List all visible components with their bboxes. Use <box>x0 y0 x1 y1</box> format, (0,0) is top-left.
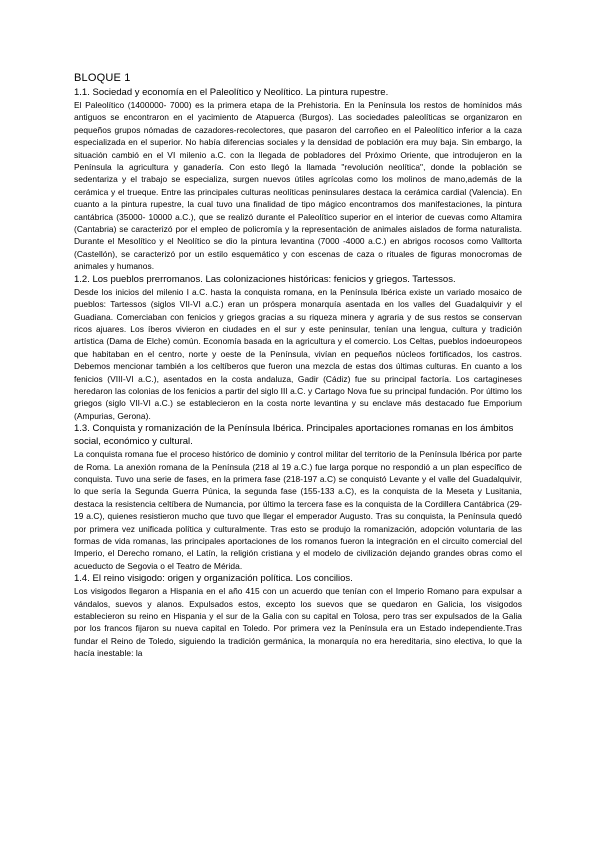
section-paragraph: La conquista romana fue el proceso histórico de dominio y control militar del territorio de la Península Ibérica por parte de Roma. La anexión romana de la Península (218 al 19 a.C.) fue larga porque no respondió a un plan específico de conquista. Tuvo una serie de fases, en la primera fase (218-197 a.C) se conquistó Levante y el valle del Guadalquivir, lo que sería la Segunda Guerra Púnica, la segunda fase (155-133 a.C), es la conquista de la Meseta y Lusitania, destaca la resistencia celtíbera de Numancia, por último la tercera fase es la conquista de la Cordillera Cantábrica (29-19 a.C), quienes resistieron mucho que tuvo que llegar el emperador Augusto. Tras su conquista, la Península quedó por primera vez unificada política y culturalmente. Tras esto se produjo la romanización, adopción voluntaria de las formas de vida romanas, las principales aportaciones de los romanos fueron la integración en el circuito comercial del Imperio, el Derecho romano, el Latín, la religión cristiana y el modelo de civilización dejando grandes obras como el acueducto de Segovia o el Teatro de Mérida. <box>74 449 522 571</box>
section-1-1 <box>74 86 522 273</box>
section-heading: 1.3. Conquista y romanización de la Península Ibérica. Principales aportaciones romanas en los ámbitos social, económico y cultural. <box>74 423 514 448</box>
section-paragraph: Los visigodos llegaron a Hispania en el año 415 con un acuerdo que tenían con el Imperio Romano para expulsar a vándalos, suevos y alanos. Expulsados estos, excepto los suevos que se quedaron en Galicia, los visigodos establecieron su reino en Hispania y el sur de la Galia con su capital en Tolosa, pero tras ser expulsados de la Galia por los francos fijaron su nueva capital en Toledo. Por primera vez la Península era un Estado independiente.Tras fundar el Reino de Toledo, siguiendo la tradición germánica, la monarquía no era hereditaria, sino electiva, lo que la hacía inestable: la <box>74 586 522 659</box>
section-heading: 1.4. El reino visigodo: origen y organización política. Los concilios. <box>74 573 353 585</box>
section-heading: 1.2. Los pueblos prerromanos. Las colonizaciones históricas: fenicios y griegos. Tartessos. <box>74 273 456 285</box>
section-1-3 <box>74 422 522 572</box>
section-1-4 <box>74 572 522 659</box>
section-paragraph: Desde los inicios del milenio I a.C. hasta la conquista romana, en la Península Ibérica existe un variado mosaico de pueblos: Tartessos (siglos VII-VI a.C.) eran un próspera monarquía asentada en los valles del Guadalquivir y el Guadiana. Comerciaban con fenicios y griegos gracias a su riqueza minera y agraria y de sus restos se conservan ricos ajuares. Los íberos vivieron en ciudades en el sur y este peninsular, tenían una lengua, cultura y tradición artística (Dama de Elche) común. Economía basada en la agricultura y el comercio. Los Celtas, pueblos indoeuropeos que habitaban en el centro, norte y oeste de la Península, vivían en pequeños núcleos fortificados, los castros. Debemos mencionar también a los celtíberos que fueron una mezcla de estas dos últimas culturas. En cuanto a los fenicios (VIII-VI a.C.), asentados en la costa andaluza, Gadir (Cádiz) fue su principal factoría. Los cartagineses heredaron las colonias de los fenicios a partir del siglo III a.C. y Cartago Nova fue su principal fundación. Por último los griegos (siglo VII-VI a.C.) se establecieron en la costa norte levantina y su enclave más destacado fue Emporium (Ampurias, Gerona). <box>74 286 522 421</box>
section-heading: 1.1. Sociedad y economía en el Paleolítico y Neolítico. La pintura rupestre. <box>74 87 389 98</box>
block-title: BLOQUE 1 <box>74 72 131 84</box>
section-1-2 <box>74 273 522 422</box>
section-paragraph: El Paleolítico (1400000- 7000) es la primera etapa de la Prehistoria. En la Península los restos de homínidos más antiguos se encontraron en el yacimiento de Atapuerca (Burgos). Las sociedades paleolíticas se organizaron en pequeños grupos nómadas de cazadores-recolectores, que pasaron del carroñeo en el Paleolítico inferior a la caza especializada en el superior. No había diferencias sociales y la densidad de población era muy baja. Sin embargo, la situación cambió en el VI milenio a.C. con la llegada de pobladores del Próximo Oriente, que introdujeron en la Península la agricultura y ganadería. Con esto llegó la llamada "revolución neolítica", donde la población se sedentariza y el trabajo se especializa, surgen nuevos útiles agrícolas como los molinos de mano,además de la cerámica y el trueque. Entre las principales culturas neolíticas peninsulares destaca la cerámica cardial (Valencia). En cuanto a la pintura rupestre, la cual tuvo una finalidad de tipo mágico encontramos dos manifestaciones, la pintura cantábrica (35000- 10000 a.C.), que se realizó durante el Paleolítico superior en el interior de cuevas como Altamira (Cantabria) se caracterizó por el empleo de policromía y la representación de animales aislados de forma naturalista. Durante el Mesolítico y el Neolítico se dio la pintura levantina (7000 -4000 a.C.) en abrigos rocosos como Valltorta (Castellón), se caracterizó por un estilo esquemático y con escenas de caza o rituales de figuras monocromas de animales y humanos. <box>74 100 522 272</box>
